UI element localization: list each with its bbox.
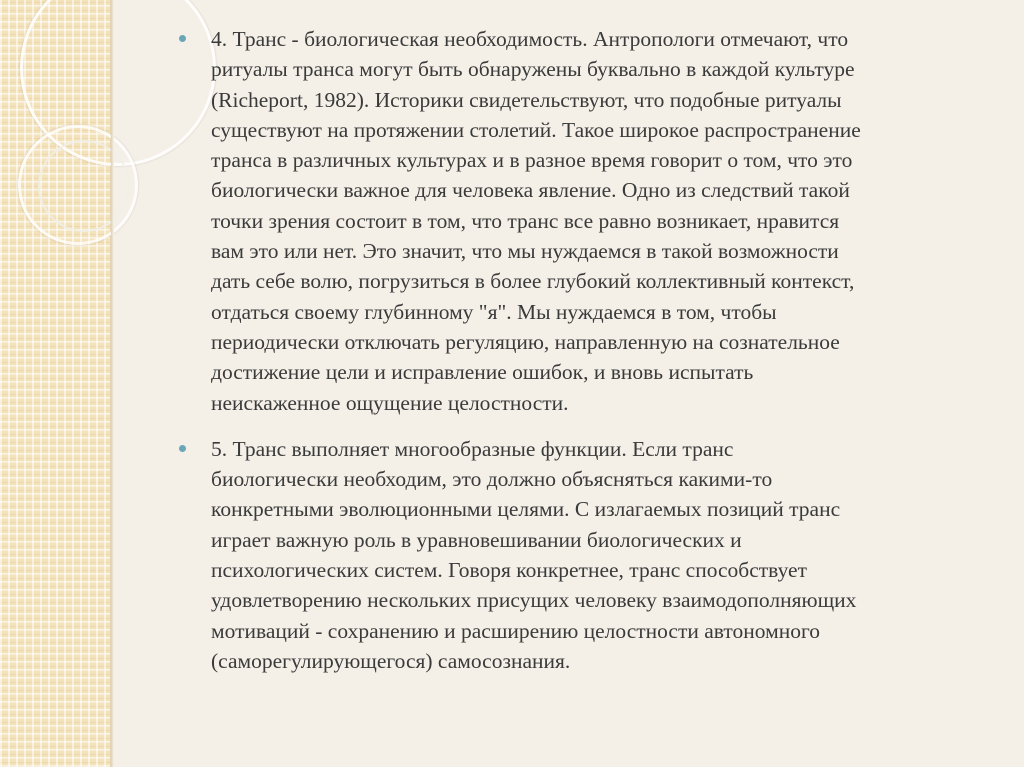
decorative-side-panel [0,0,111,767]
decorative-ring-inner [38,140,130,232]
bullet-dot-icon [179,445,186,452]
panel-divider [111,0,114,767]
bullet-dot-icon [179,35,186,42]
bullet-text: 5. Транс выполняет многообразные функции. Если транс биологически необходим, это должно объясняться какими-то конкретными эволюционными целями. С излагаемых позиций транс играет важную роль в уравновешивании биологических и психологических систем. Говоря конкретнее, транс способствует удовлетворению нескольких присущих человеку взаимодополняющих мотиваций - сохранению и расширению целостности автономного (саморегулирующегося) самосознания. [211,436,857,673]
bullet-item [178,434,998,676]
bullet-item [178,24,998,418]
slide-body [178,24,998,692]
bullet-text: 4. Транс - биологическая необходимость. Антропологи отмечают, что ритуалы транса могут быть обнаружены буквально в каждой культуре (Richeport, 1982). Историки свидетельствуют, что подобные ритуалы существуют на протяжении столетий. Такое широкое распространение транса в различных культурах и в разное время говорит о том, что это биологически важное для человека явление. Одно из следствий такой точки зрения состоит в том, что транс все равно возникает, нравится вам это или нет. Это значит, что мы нуждаемся в такой возможности дать себе волю, погрузиться в более глубокий коллективный контекст, отдаться своему глубинному "я". Мы нуждаемся в том, чтобы периодически отключать регуляцию, направленную на сознательное достижение цели и исправление ошибок, и вновь испытать неискаженное ощущение целостности. [211,27,861,415]
